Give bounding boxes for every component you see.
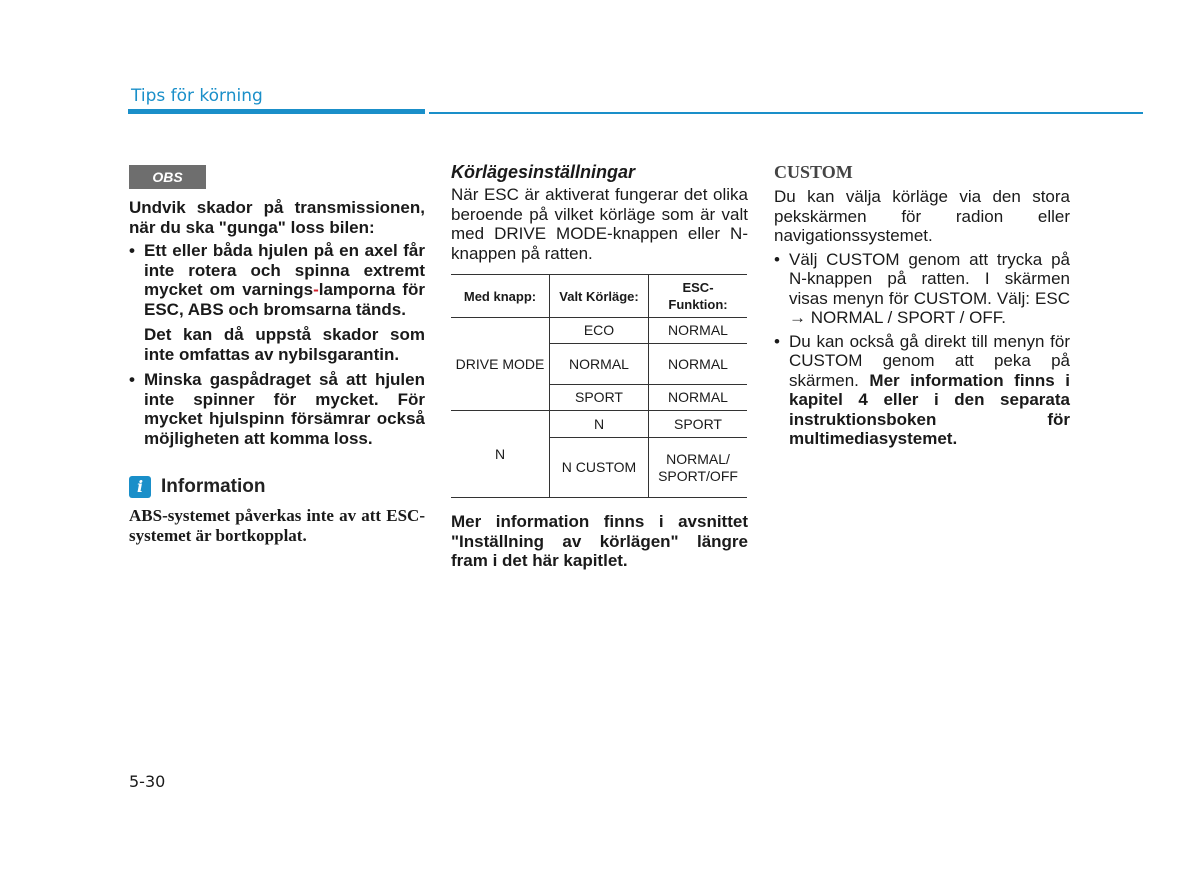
cell-mode: N CUSTOM [550,438,649,498]
custom-item-2-text: Du kan också gå direkt till menyn för CUSTOM genom att peka på skärmen. [789,331,1070,390]
info-icon: i [129,476,151,498]
header-rule-thin [429,112,1143,114]
group-drive-mode: DRIVE MODE [451,318,550,411]
warning-item-1-sub: Det kan då uppstå skador som inte omfattas av nybilsgarantin. [144,325,425,364]
cell-esc-line1: NORMAL/ [666,450,730,467]
left-column [129,160,425,545]
section-heading: Körlägesinställningar [451,162,636,182]
cell-esc: SPORT [649,411,748,438]
information-title: Information [161,476,266,497]
chapter-title: Tips för körning [131,86,263,106]
header-rule-thick [128,109,425,114]
cell-esc: NORMAL [649,318,748,344]
warning-item-1-part1: Ett eller båda hjulen på en axel får inte rotera och spinna extremt mycket om varnings [144,241,425,299]
col-header-esc [649,275,748,318]
page-number: 5-30 [129,772,166,791]
cell-mode: NORMAL [550,344,649,385]
col-header-esc-line2: Funktion: [668,297,728,312]
cell-esc: NORMAL [649,385,748,411]
warning-item-2 [129,370,425,448]
bullet-dot: • [774,249,780,269]
col-header-button: Med knapp: [451,275,550,318]
warning-list [129,241,425,448]
warning-item-2-text: Minska gaspådraget så att hjulen inte spinner för mycket. För mycket hjulspinn försämrar också möjligheten att komma loss. [144,370,425,448]
hyphen-mark: - [313,280,319,299]
custom-item-2-bold: Mer information finns i kapitel 4 eller i den separata instruktionsboken för multimediasystemet. [789,370,1070,448]
table-row [451,318,747,344]
custom-intro: Du kan välja körläge via den stora pekskärmen för radion eller navigationssystemet. [774,187,1070,245]
drive-mode-table [451,274,747,498]
custom-item-2 [774,332,1070,449]
cell-esc-line2: SPORT/OFF [658,467,738,484]
middle-column [451,160,748,571]
information-header [129,476,425,498]
custom-heading: CUSTOM [774,162,853,182]
cell-mode: ECO [550,318,649,344]
group-n: N [451,411,550,498]
obs-badge: OBS [129,165,206,189]
table-header-row [451,275,747,318]
cell-mode: SPORT [550,385,649,411]
col-header-esc-line1: ESC- [682,280,714,295]
custom-item-1-text: Välj CUSTOM genom att trycka på N-knappen på ratten. I skärmen visas menyn för CUSTOM. Välj: ESC → NORMAL / SPORT / OFF. [789,249,1070,327]
col-header-mode: Valt Körläge: [550,275,649,318]
warning-item-1-text [144,241,425,319]
warning-intro: Undvik skador på transmissionen, när du ska "gunga" loss bilen: [129,198,425,237]
bullet-dot: • [129,370,135,389]
custom-list [774,250,1070,449]
bullet-dot: • [129,241,135,260]
cell-esc: NORMAL [649,344,748,385]
cell-mode: N [550,411,649,438]
custom-item-1 [774,250,1070,328]
warning-item-1-part2: lamporna för ESC, ABS och bromsarna tänds. [144,280,425,319]
information-body: ABS-systemet påverkas inte av att ESC-systemet är bortkopplat. [129,506,425,545]
warning-item-1 [129,241,425,364]
section-intro: När ESC är aktiverat fungerar det olika beroende på vilket körläge som är valt med DRIVE MODE-knappen eller N-knappen på ratten. [451,185,748,263]
section-footer-note: Mer information finns i avsnittet "Inställning av körlägen" längre fram i det här kapitlet. [451,512,748,570]
right-column [774,160,1070,449]
bullet-dot: • [774,331,780,351]
table-row [451,411,747,438]
cell-esc [649,438,748,498]
